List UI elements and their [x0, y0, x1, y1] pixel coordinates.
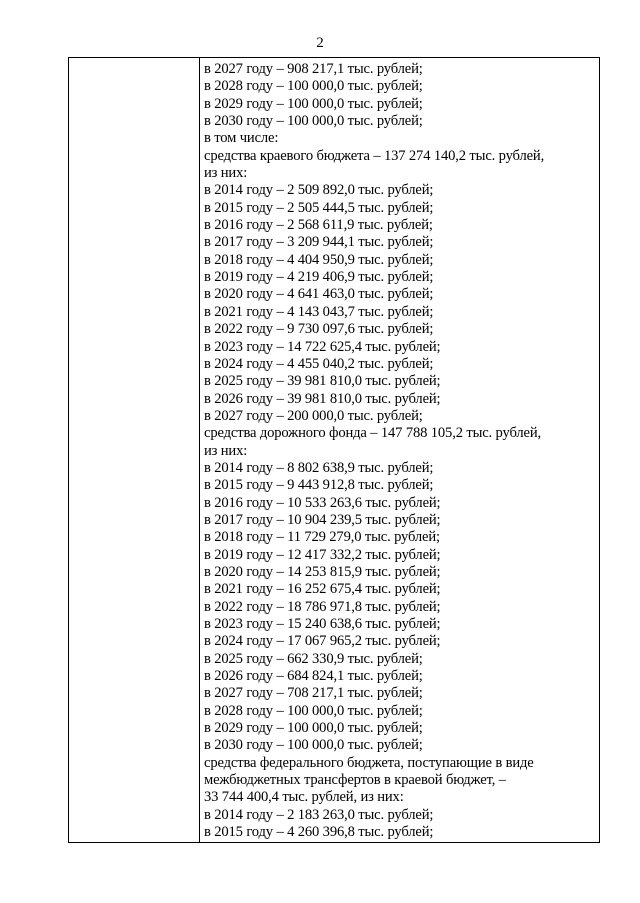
text-line: в 2026 году – 39 981 810,0 тыс. рублей;	[204, 390, 441, 407]
text-line: в 2028 году – 100 000,0 тыс. рублей;	[204, 78, 423, 95]
text-line: 33 744 400,4 тыс. рублей, из них:	[204, 789, 404, 806]
text-line: в 2025 году – 662 330,9 тыс. рублей;	[204, 650, 423, 667]
text-line: в 2027 году – 200 000,0 тыс. рублей;	[204, 407, 423, 424]
text-line: в 2014 году – 2 183 263,0 тыс. рублей;	[204, 806, 434, 823]
text-line: средства федерального бюджета, поступающие в виде	[204, 754, 534, 771]
text-line: в 2030 году – 100 000,0 тыс. рублей;	[204, 737, 423, 754]
text-line: межбюджетных трансфертов в краевой бюджет, –	[204, 772, 506, 789]
text-line: в 2019 году – 12 417 332,2 тыс. рублей;	[204, 546, 441, 563]
text-line: в 2024 году – 4 455 040,2 тыс. рублей;	[204, 355, 434, 372]
text-line: в 2023 году – 14 722 625,4 тыс. рублей;	[204, 338, 441, 355]
text-line: из них:	[204, 165, 248, 182]
text-line: в 2015 году – 9 443 912,8 тыс. рублей;	[204, 477, 434, 494]
text-line: в 2016 году – 10 533 263,6 тыс. рублей;	[204, 494, 441, 511]
text-line: в 2026 году – 684 824,1 тыс. рублей;	[204, 668, 423, 685]
text-line: в 2015 году – 2 505 444,5 тыс. рублей;	[204, 199, 434, 216]
page-number: 2	[316, 35, 324, 51]
text-line: из них:	[204, 442, 248, 459]
text-line: в 2022 году – 18 786 971,8 тыс. рублей;	[204, 598, 441, 615]
text-line: в 2027 году – 908 217,1 тыс. рублей;	[204, 61, 423, 77]
text-line: в 2020 году – 14 253 815,9 тыс. рублей;	[204, 563, 441, 580]
text-line: в 2018 году – 11 729 279,0 тыс. рублей;	[204, 529, 440, 546]
text-line: в 2014 году – 2 509 892,0 тыс. рублей;	[204, 182, 434, 199]
text-line: в 2021 году – 16 252 675,4 тыс. рублей;	[204, 581, 441, 598]
text-line: в 2017 году – 3 209 944,1 тыс. рублей;	[204, 234, 434, 251]
funding-table	[68, 57, 600, 843]
text-line: в 2023 году – 15 240 638,6 тыс. рублей;	[204, 616, 441, 632]
text-line: в 2016 году – 2 568 611,9 тыс. рублей;	[204, 217, 433, 234]
text-line: средства краевого бюджета – 137 274 140,2 тыс. рублей,	[204, 147, 545, 164]
text-line: в 2018 году – 4 404 950,9 тыс. рублей;	[204, 251, 434, 268]
text-line: в 2020 году – 4 641 463,0 тыс. рублей;	[204, 286, 434, 303]
text-line: в 2014 году – 8 802 638,9 тыс. рублей;	[204, 459, 434, 476]
funding-text-cell	[204, 61, 596, 841]
text-line: средства дорожного фонда – 147 788 105,2 тыс. рублей,	[204, 425, 541, 442]
text-line: в том числе:	[204, 130, 279, 147]
text-line: в 2030 году – 100 000,0 тыс. рублей;	[204, 113, 423, 130]
column-divider	[199, 58, 200, 842]
text-line: в 2024 году – 17 067 965,2 тыс. рублей;	[204, 633, 441, 650]
text-line: в 2022 году – 9 730 097,6 тыс. рублей;	[204, 321, 434, 338]
text-line: в 2028 году – 100 000,0 тыс. рублей;	[204, 702, 423, 719]
text-line: в 2029 году – 100 000,0 тыс. рублей;	[204, 95, 423, 112]
text-line: в 2019 году – 4 219 406,9 тыс. рублей;	[204, 269, 434, 286]
text-line: в 2017 году – 10 904 239,5 тыс. рублей;	[204, 511, 441, 528]
text-line: в 2029 году – 100 000,0 тыс. рублей;	[204, 720, 423, 737]
text-line: в 2027 году – 708 217,1 тыс. рублей;	[204, 685, 423, 702]
text-line: в 2025 году – 39 981 810,0 тыс. рублей;	[204, 373, 441, 390]
text-line: в 2015 году – 4 260 396,8 тыс. рублей;	[204, 824, 434, 841]
text-line: в 2021 году – 4 143 043,7 тыс. рублей;	[204, 303, 434, 320]
